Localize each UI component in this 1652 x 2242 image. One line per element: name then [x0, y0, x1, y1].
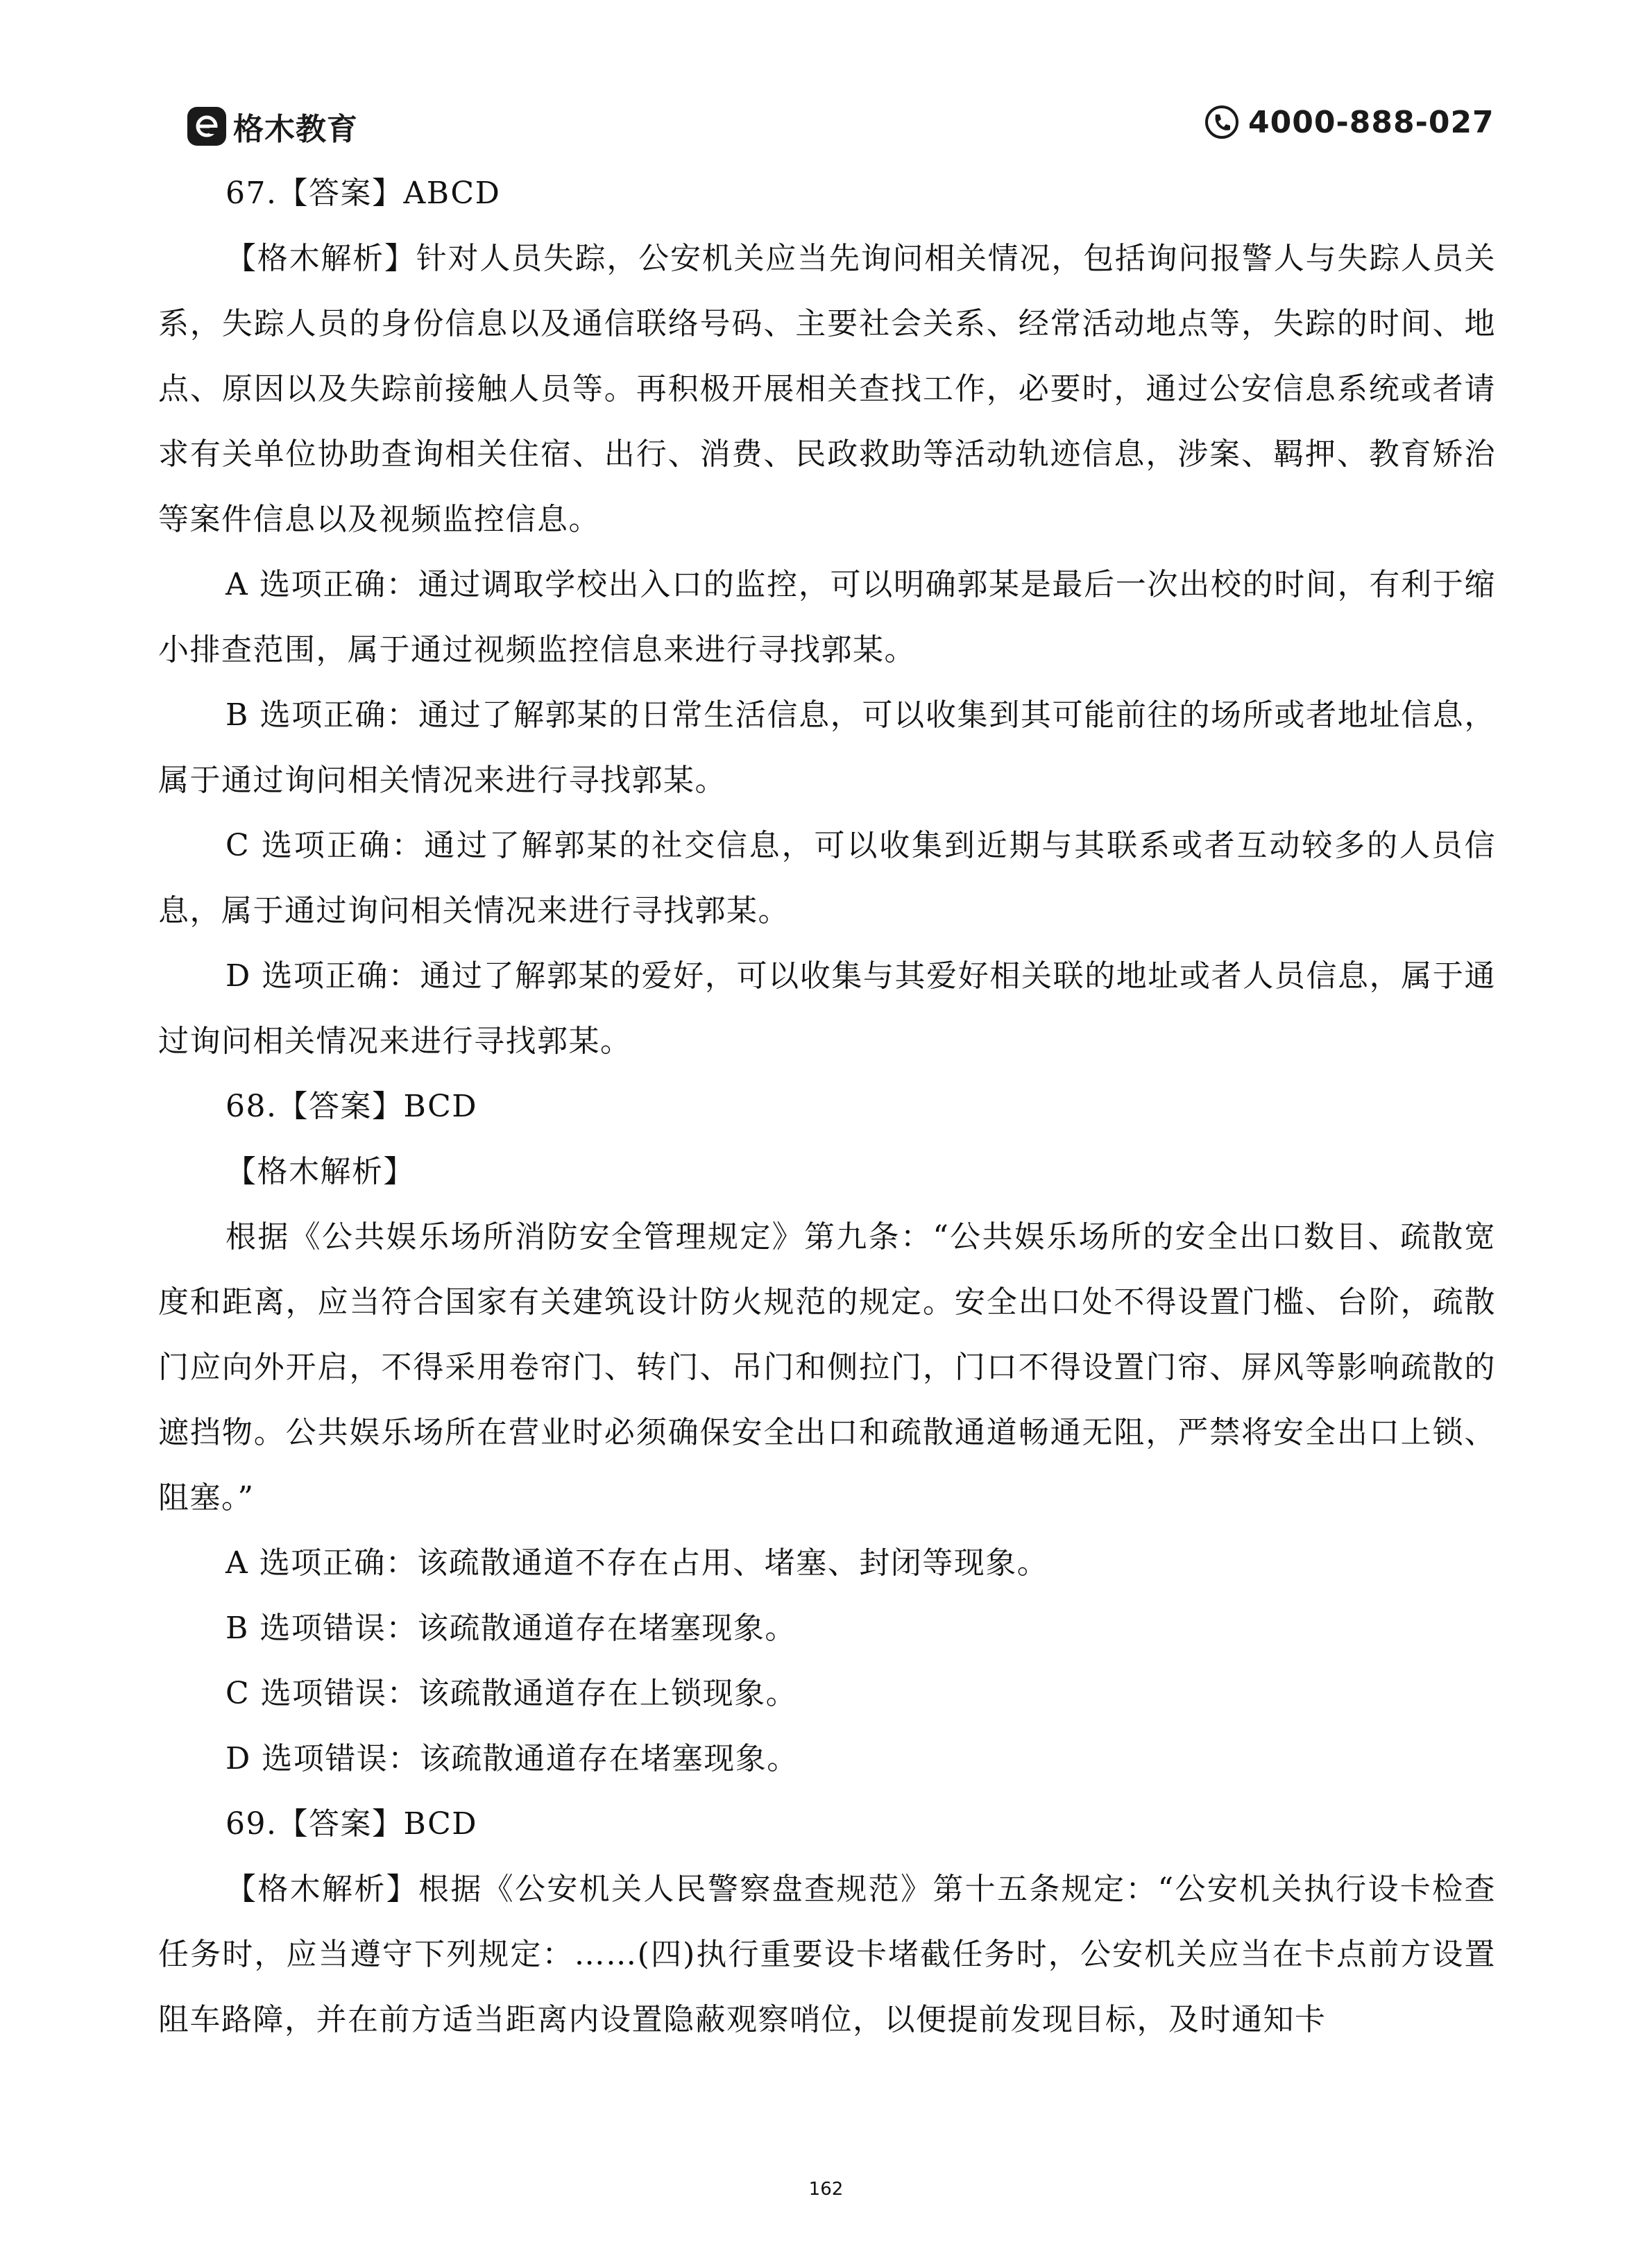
- phone-icon: [1204, 104, 1240, 140]
- brand-logo: [187, 104, 358, 148]
- logo-e-icon: [187, 107, 226, 146]
- analysis-69: 【格木解析】根据《公安机关人民警察盘查规范》第十五条规定：“公安机关执行设卡检查任务时，应当遵守下列规定：……(四)执行重要设卡堵截任务时，公安机关应当在卡点前方设置阻车路障，并在前方适当距离内设置隐蔽观察哨位，以便提前发现目标，及时通知卡: [158, 1871, 1496, 2037]
- analysis-68: 根据《公共娱乐场所消防安全管理规定》第九条：“公共娱乐场所的安全出口数目、疏散宽度和距离，应当符合国家有关建筑设计防火规范的规定。安全出口处不得设置门槛、台阶，疏散门应向外开启，不得采用卷帘门、转门、吊门和侧拉门，门口不得设置门帘、屏风等影响疏散的遮挡物。公共娱乐场所在营业时必须确保安全出口和疏散通道畅通无阻，严禁将安全出口上锁、阻塞。”: [158, 1219, 1496, 1515]
- option-a-68: A 选项正确：该疏散通道不存在占用、堵塞、封闭等现象。: [225, 1545, 1049, 1581]
- answer-heading-67: 67.【答案】ABCD: [225, 176, 501, 211]
- page-number: 162: [808, 2179, 844, 2200]
- hotline-number: 4000-888-027: [1248, 104, 1495, 140]
- option-d-68: D 选项错误：该疏散通道存在堵塞现象。: [225, 1741, 799, 1776]
- answer-heading-69: 69.【答案】BCD: [225, 1806, 478, 1842]
- answer-heading-68: 68.【答案】BCD: [225, 1089, 478, 1124]
- document-body: [158, 161, 1496, 2053]
- analysis-label-68: 【格木解析】: [225, 1154, 415, 1189]
- option-d-67: D 选项正确：通过了解郭某的爱好，可以收集与其爱好相关联的地址或者人员信息，属于通过询问相关情况来进行寻找郭某。: [158, 958, 1496, 1059]
- analysis-67: 【格木解析】针对人员失踪，公安机关应当先询问相关情况，包括询问报警人与失踪人员关系，失踪人员的身份信息以及通信联络号码、主要社会关系、经常活动地点等，失踪的时间、地点、原因以及失踪前接触人员等。再积极开展相关查找工作，必要时，通过公安信息系统或者请求有关单位协助查询相关住宿、出行、消费、民政救助等活动轨迹信息，涉案、羁押、教育矫治等案件信息以及视频监控信息。: [158, 241, 1496, 537]
- page-header: [0, 0, 1652, 167]
- option-c-68: C 选项错误：该疏散通道存在上锁现象。: [225, 1676, 798, 1711]
- option-c-67: C 选项正确：通过了解郭某的社交信息，可以收集到近期与其联系或者互动较多的人员信息，属于通过询问相关情况来进行寻找郭某。: [158, 828, 1496, 928]
- option-b-67: B 选项正确：通过了解郭某的日常生活信息，可以收集到其可能前往的场所或者地址信息，属于通过询问相关情况来进行寻找郭某。: [158, 697, 1496, 798]
- option-b-68: B 选项错误：该疏散通道存在堵塞现象。: [225, 1611, 797, 1646]
- logo-text: 格木教育: [233, 112, 358, 147]
- hotline: [1204, 104, 1495, 140]
- option-a-67: A 选项正确：通过调取学校出入口的监控，可以明确郭某是最后一次出校的时间，有利于缩小排查范围，属于通过视频监控信息来进行寻找郭某。: [158, 567, 1496, 668]
